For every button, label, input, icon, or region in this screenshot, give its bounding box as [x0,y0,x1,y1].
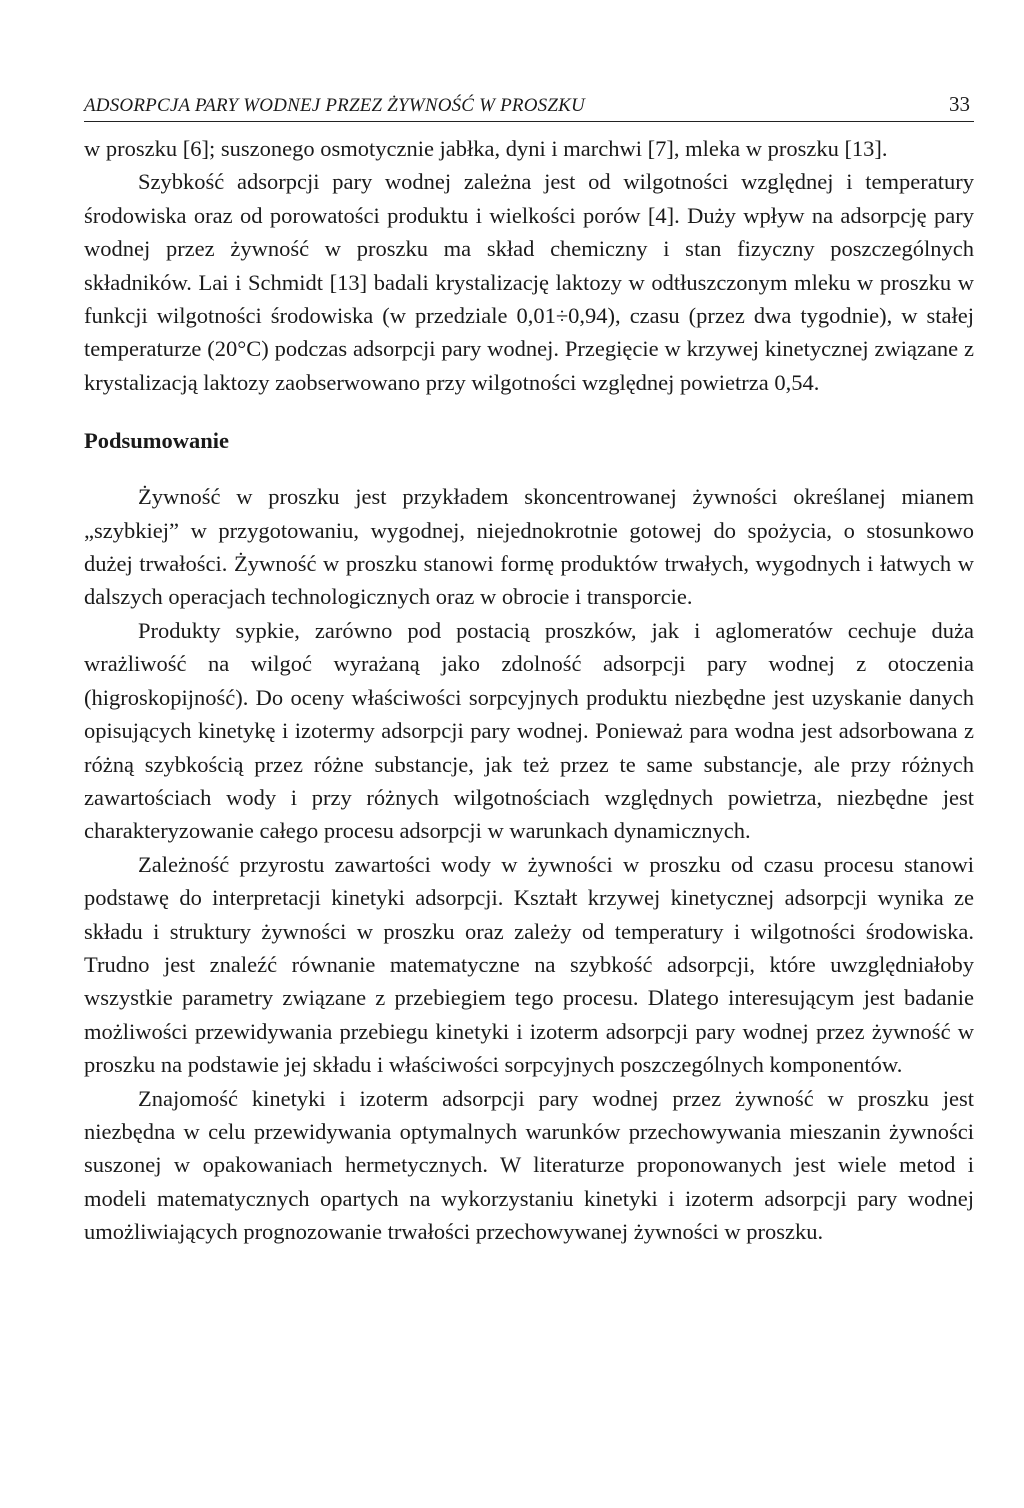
paragraph-summary-3: Zależność przyrostu zawartości wody w żywności w proszku od czasu procesu stanowi podstawę do interpretacji kinetyki adsorpcji. Kształt krzywej kinetycznej adsorpcji wynika ze składu i struktury żywności w proszku oraz zależy od temperatury i wilgotności środowiska. Trudno jest znaleźć równanie matematyczne na szybkość adsorpcji, które uwzględniałoby wszystkie parametry związane z przebiegiem tego procesu. Dlatego interesującym jest badanie możliwości przewidywania przebiegu kinetyki i izoterm adsorpcji pary wodnej przez żywność w proszku na podstawie jej składu i właściwości sorpcyjnych poszczególnych komponentów. [84,851,974,1078]
paragraph-summary-1: Żywność w proszku jest przykładem skoncentrowanej żywności określanej mianem „szybkiej” w przygotowaniu, wygodnej, niejednokrotnie gotowej do spożycia, o stosunkowo dużej trwałości. Żywność w proszku stanowi formę produktów trwałych, wygodnych i łatwych w dalszych operacjach technologicznych oraz w obrocie i transporcie. [84,484,974,610]
paragraph-summary-2: Produkty sypkie, zarówno pod postacią proszków, jak i aglomeratów cechuje duża wrażliwość na wilgoć wyrażaną jako zdolność adsorpcji pary wodnej z otoczenia (higroskopijność). Do oceny właściwości sorpcyjnych produktu niezbędne jest uzyskanie danych opisujących kinetykę i izotermy adsorpcji pary wodnej. Ponieważ para wodna jest adsorbowana z różną szybkością przez różne substancje, jak też przez te same substancje, ale przy różnych zawartościach wody i przy różnych wilgotnościach względnych powietrza, niezbędne jest charakteryzowanie całego procesu adsorpcji w warunkach dynamicznych. [84,617,974,844]
paragraph-summary-4: Znajomość kinetyki i izoterm adsorpcji pary wodnej przez żywność w proszku jest niezbędna w celu przewidywania optymalnych warunków przechowywania mieszanin żywności suszonej w opakowaniach hermetycznych. W literaturze proponowanych jest wiele metod i modeli matematycznych opartych na wykorzystaniu kinetyki i izoterm adsorpcji pary wodnej umożliwiających prognozowanie trwałości przechowywanej żywności w proszku. [84,1085,974,1245]
running-header [84,92,974,122]
page-number: 33 [949,92,970,116]
section-heading: Podsumowanie [84,428,230,454]
paragraph-continuation: w proszku [6]; suszonego osmotycznie jabłka, dyni i marchwi [7], mleka w proszku [13]. [84,136,888,161]
running-header-title: ADSORPCJA PARY WODNEJ PRZEZ ŻYWNOŚĆ W PROSZKU [84,95,585,116]
document-page [84,92,974,1249]
paragraph-adsorption-rate: Szybkość adsorpcji pary wodnej zależna jest od wilgotności względnej i temperatury środowiska oraz od porowatości produktu i wielkości porów [4]. Duży wpływ na adsorpcję pary wodnej przez żywność w proszku ma skład chemiczny i stan fizyczny poszczególnych składników. Lai i Schmidt [13] badali krystalizację laktozy w odtłuszczonym mleku w proszku w funkcji wilgotności środowiska (w przedziale 0,01÷0,94), czasu (przez dwa tygodnie), w stałej temperaturze (20°C) podczas adsorpcji pary wodnej. Przegięcie w krzywej kinetycznej związane z krystalizacją laktozy zaobserwowano przy wilgotności względnej powietrza 0,54. [84,169,974,395]
